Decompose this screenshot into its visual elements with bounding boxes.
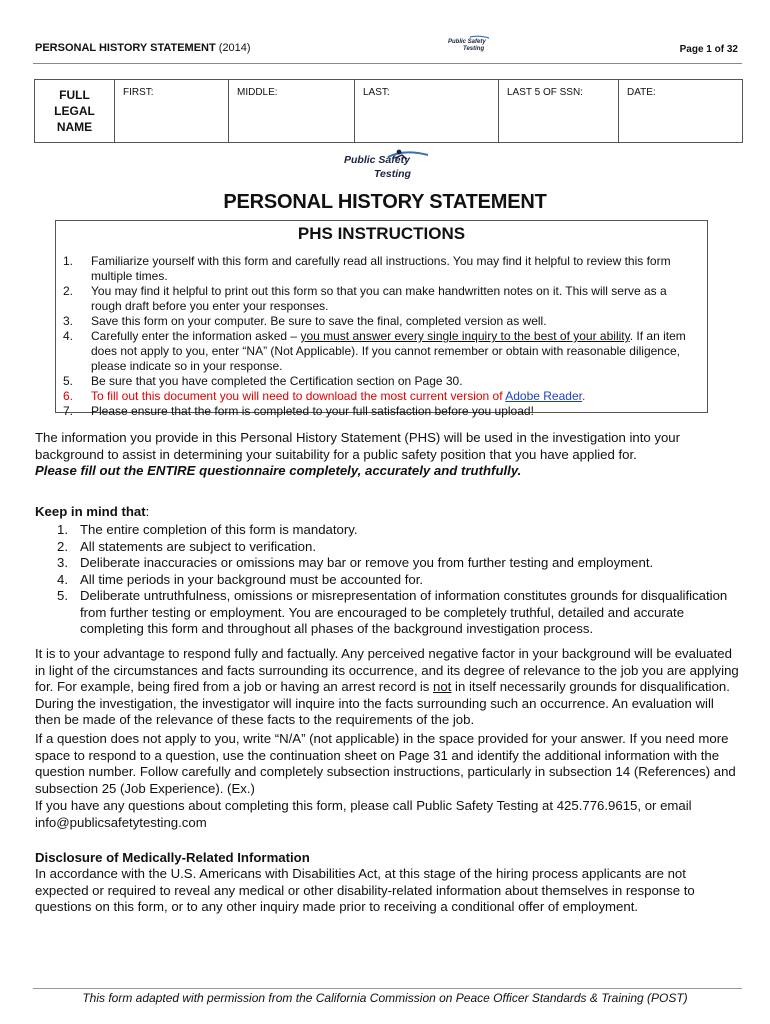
logo-figure-head xyxy=(397,150,402,155)
public-safety-testing-logo xyxy=(342,147,430,183)
item-text: . If an item does not apply to you, enter “NA” (Not Applicable). If you cannot remember or obtain with reasonable diligence, please indicate so in your response. xyxy=(91,329,686,373)
item-text: Deliberate untruthfulness, omissions or misrepresentation of information constitutes grounds for disqualification from further testing or employment. You are encouraged to be completely truthful, detailed and accurate completing this form and throughout all phases of the background investigation process. xyxy=(80,588,728,636)
advantage-text: It is to your advantage to respond fully and factually. Any perceived negative factor in your background will be evaluated in light of the circumstances and facts surrounding its occurrence, and its degree of relevance to the job you are applying for. For example, being fired from a job or having an arrest record is xyxy=(35,646,739,694)
header-logo xyxy=(445,34,493,54)
questions-paragraph: If you have any questions about completing this form, please call Public Safety Testing at 425.776.9615, or email info@publicsafetytesting.com xyxy=(35,798,692,830)
keep-in-mind-list xyxy=(35,522,740,638)
page-number: 1 xyxy=(706,44,712,55)
page-of: of xyxy=(714,44,725,55)
phs-instructions-box xyxy=(55,220,708,418)
advantage-paragraph xyxy=(35,646,740,729)
item-number: 1. xyxy=(57,522,68,537)
page-total: 32 xyxy=(726,44,738,55)
list-item xyxy=(56,404,707,419)
instructions-heading: PHS INSTRUCTIONS xyxy=(297,224,466,243)
list-item xyxy=(56,374,707,389)
intro-paragraph xyxy=(35,430,740,480)
item-text: Familiarize yourself with this form and carefully read all instructions. You may find it helpful to review this form multiple times. xyxy=(91,254,671,283)
intro-text: The information you provide in this Personal History Statement (PHS) will be used in the investigation into your background to assist in determining your suitability for a public safety position that you have applied for. xyxy=(35,430,681,462)
item-text: To fill out this document you will need to download the most current version of xyxy=(91,389,506,403)
item-number: 5. xyxy=(57,588,68,603)
disclosure-paragraph: In accordance with the U.S. Americans with Disabilities Act, at this stage of the hiring process applicants are not expected or required to reveal any medical or other disability-related information about themselves in response to questions on this form, or to any other inquiry made prior to receiving a conditional offer of employment. xyxy=(35,866,695,914)
item-text: Please ensure that the form is completed to your full satisfaction before you upload! xyxy=(91,404,534,418)
item-number: 7. xyxy=(63,404,74,418)
item-number: 2. xyxy=(57,538,68,554)
header-divider xyxy=(33,63,742,64)
header-logo-text-1: Public Safety xyxy=(448,39,486,45)
disclosure-heading: Disclosure of Medically-Related Information xyxy=(35,850,310,865)
full-legal-name-label xyxy=(35,80,115,143)
middle-name-field[interactable]: MIDDLE: xyxy=(229,80,355,143)
adobe-reader-link[interactable]: Adobe Reader xyxy=(505,389,582,403)
full-label-line-2: LEGAL xyxy=(54,104,95,118)
instructions-list xyxy=(56,254,707,419)
item-text: All time periods in your background must be accounted for. xyxy=(80,571,424,587)
item-text: The entire completion of this form is mandatory. xyxy=(80,522,358,537)
list-item xyxy=(35,588,740,638)
full-legal-name-table xyxy=(34,79,743,143)
last-name-field[interactable]: LAST: xyxy=(355,80,499,143)
list-item xyxy=(35,572,740,589)
logo-text-1: Public Safety xyxy=(344,154,410,166)
list-item xyxy=(56,284,707,314)
item-underlined-text: you must answer every single inquiry to the best of your ability xyxy=(300,329,630,343)
advantage-underlined: not xyxy=(433,679,452,694)
header-year: (2014) xyxy=(218,42,251,54)
header-title xyxy=(35,42,251,54)
header-title-text: PERSONAL HISTORY STATEMENT xyxy=(35,42,216,54)
item-number: 5. xyxy=(63,374,74,388)
header-logo-text-2: Testing xyxy=(463,46,485,52)
item-text: You may find it helpful to print out this form so that you can make handwritten notes on it. This will serve as a rough draft before you enter your responses. xyxy=(91,284,667,313)
full-label-line-1: FULL xyxy=(59,88,90,102)
item-number: 1. xyxy=(63,254,74,268)
item-number: 3. xyxy=(63,314,74,328)
list-item xyxy=(56,314,707,329)
item-number: 2. xyxy=(63,284,74,298)
item-number: 4. xyxy=(57,571,68,587)
item-text: Save this form on your computer. Be sure to save the final, completed version as well. xyxy=(91,314,547,328)
item-text: All statements are subject to verification. xyxy=(80,538,317,554)
first-name-field[interactable]: FIRST: xyxy=(115,80,229,143)
not-applicable-paragraph: If a question does not apply to you, write “N/A” (not applicable) in the space provided for your answer. If you need more space to respond to a question, use the continuation sheet on Page 31 and identify the additional information with the question number. Follow carefully and completely subsection instructions, particularly in subsection 14 (References) and subsection 25 (Job Experience). (Ex.) xyxy=(35,731,736,796)
footer-divider xyxy=(33,988,742,989)
item-text: Carefully enter the information asked – xyxy=(91,329,301,343)
keep-in-mind-heading-text: Keep in mind that xyxy=(35,504,146,519)
header-logo-swoosh xyxy=(470,36,489,38)
list-item xyxy=(35,539,740,556)
item-text: . xyxy=(581,389,586,403)
list-item xyxy=(35,522,740,539)
item-number: 6. xyxy=(63,389,74,403)
list-item xyxy=(35,555,740,572)
list-item xyxy=(56,329,707,374)
intro-emphasis: Please fill out the ENTIRE questionnaire completely, accurately and truthfully. xyxy=(35,463,522,478)
advantage-text-end: in itself necessarily grounds for disqualification. During the investigation, the investigator will inquire into the facts surrounding such an occurrence. An evaluation will then be made of the relevance of these facts to the requirements of the job. xyxy=(35,679,730,727)
item-text: Deliberate inaccuracies or omissions may bar or remove you from further testing and employment. xyxy=(80,555,654,570)
ssn-field[interactable]: LAST 5 OF SSN: xyxy=(499,80,619,143)
keep-in-mind-heading xyxy=(35,504,149,519)
date-field[interactable]: DATE: xyxy=(619,80,743,143)
list-item xyxy=(56,254,707,284)
page-indicator xyxy=(680,44,738,55)
list-item xyxy=(56,389,707,404)
full-label-line-3: NAME xyxy=(56,120,93,134)
page-word: Page xyxy=(679,44,704,55)
item-text: Be sure that you have completed the Certification section on Page 30. xyxy=(91,374,463,388)
page-title: PERSONAL HISTORY STATEMENT xyxy=(223,191,547,213)
keep-in-mind-colon: : xyxy=(145,504,150,519)
footer-note: This form adapted with permission from the California Commission on Peace Officer Standards & Training (POST) xyxy=(82,991,688,1005)
item-number: 3. xyxy=(57,555,68,570)
item-number: 4. xyxy=(63,329,74,343)
logo-text-2: Testing xyxy=(374,168,411,180)
